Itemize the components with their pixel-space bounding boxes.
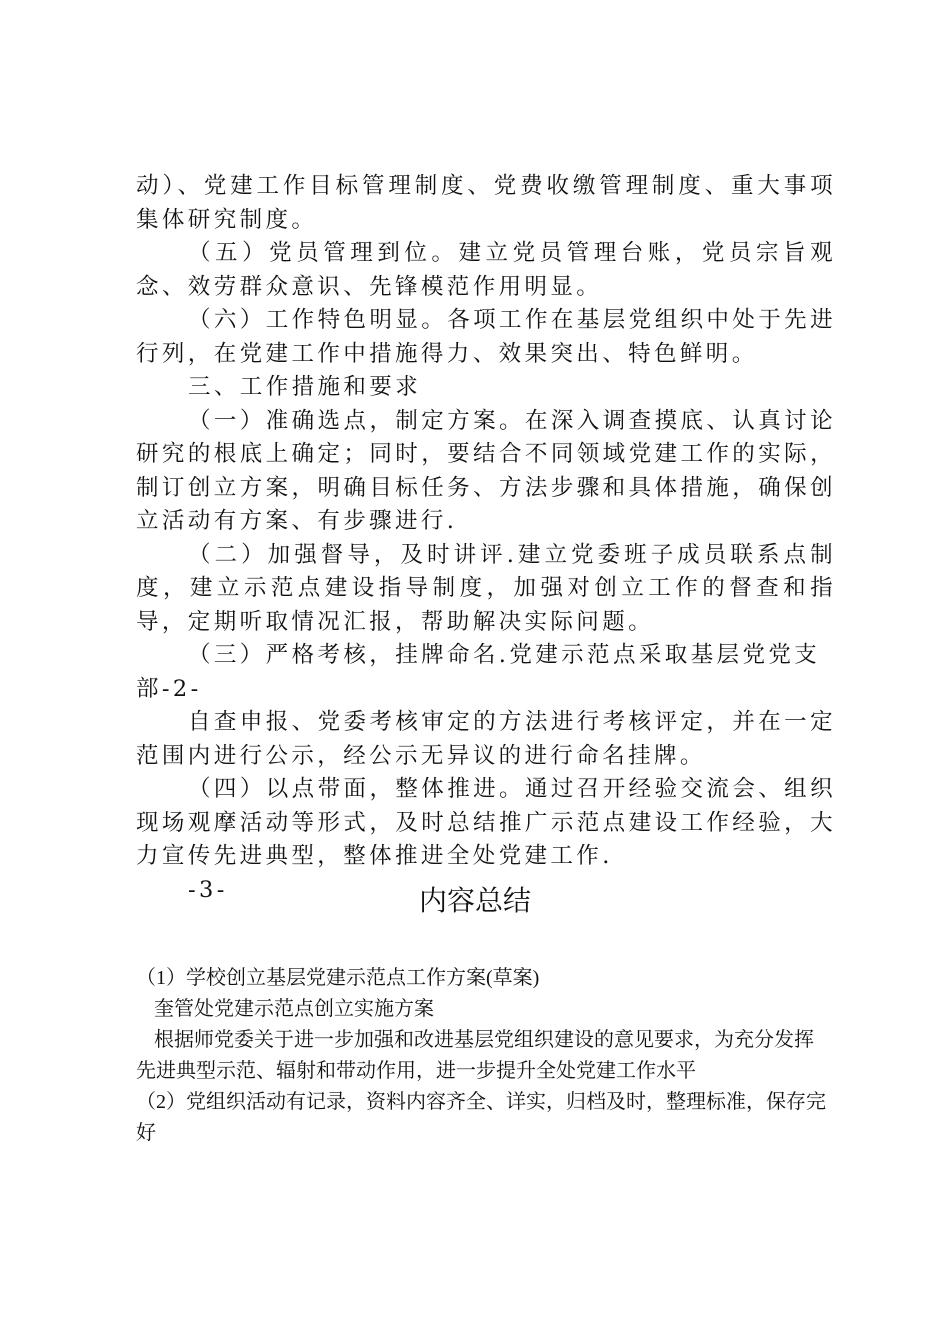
summary-item: 奎管处党建示范点创立实施方案 (154, 998, 434, 1020)
paragraph: （二）加强督导，及时讲评.建立党委班子成员联系点制度，建立示范点建设指导制度，加强对创立工作的督查和指导，定期听取情况汇报，帮助解决实际问题。 (136, 541, 836, 635)
summary-item: （1）学校创立基层党建示范点工作方案(草案) (136, 967, 540, 989)
paragraph: （六）工作特色明显。各项工作在基层党组织中处于先进行列，在党建工作中措施得力、效果突出、特色鲜明。 (136, 307, 836, 367)
section-heading: 三、工作措施和要求 (188, 374, 422, 400)
paragraph: （四）以点带面，整体推进。通过召开经验交流会、组织现场观摩活动等形式，及时总结推广示范点建设工作经验，大力宣传先进典型，整体推进全处党建工作. (136, 776, 836, 869)
paragraph: 自查申报、党委考核审定的方法进行考核评定，并在一定范围内进行公示，经公示无异议的进行命名挂牌。 (136, 709, 836, 769)
paragraph: （五）党员管理到位。建立党员管理台账，党员宗旨观念、效劳群众意识、先锋模范作用明显。 (136, 240, 836, 300)
summary-item: 根据师党委关于进一步加强和改进基层党组织建设的意见要求，为充分发挥先进典型示范、辐射和带动作用，进一步提升全处党建工作水平 (136, 1029, 814, 1082)
summary-item: （2）党组织活动有记录，资料内容齐全、详实，归档及时，整理标准，保存完好 (136, 1091, 826, 1144)
paragraph: 动）、党建工作目标管理制度、党费收缴管理制度、重大事项集体研究制度。 (136, 173, 836, 233)
summary-section (136, 963, 826, 1149)
page-number: -3- (188, 876, 228, 903)
summary-title: 内容总结 (418, 886, 531, 917)
page-number: 部-2- (136, 675, 202, 702)
paragraph: （三）严格考核，挂牌命名.党建示范点采取基层党党支 (188, 642, 821, 668)
document-body (136, 170, 836, 907)
paragraph: （一）准确选点，制定方案。在深入调查摸底、认真讨论研究的根底上确定；同时，要结合不同领域党建工作的实际，制订创立方案，明确目标任务、方法步骤和具体措施，确保创立活动有方案、有步骤进行. (136, 407, 836, 534)
